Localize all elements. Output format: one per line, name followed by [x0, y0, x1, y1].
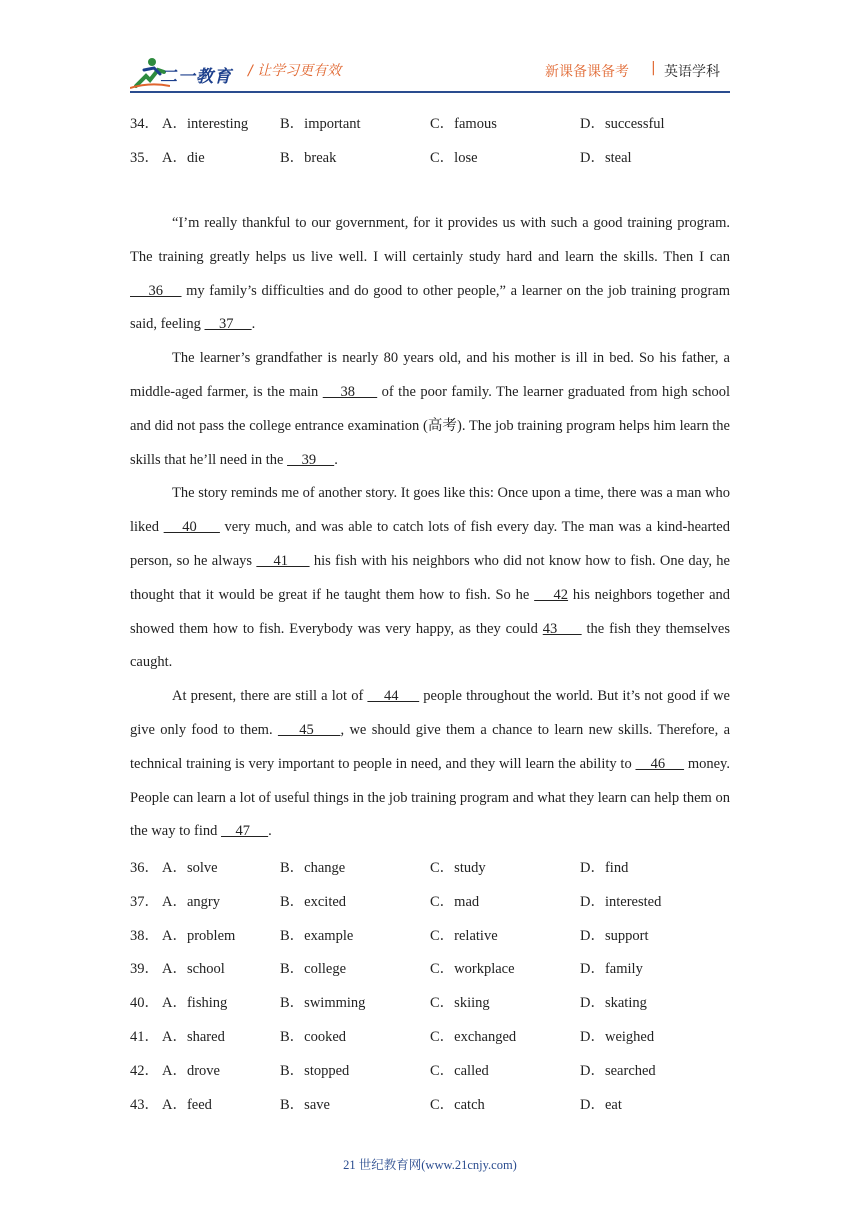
- cloze-passage: [130, 207, 730, 849]
- page-footer: [0, 1155, 860, 1173]
- passage-text: The learner’s grandfather is nearly 80 years old, and his mother is ill in bed. So his father, a middle-aged farmer, is the main: [130, 350, 730, 400]
- option-a: A．school: [162, 961, 225, 978]
- blank-47: 47: [221, 823, 269, 840]
- question-number: 37．: [130, 893, 159, 910]
- option-d: D．eat: [580, 1096, 622, 1113]
- option-d: D．searched: [580, 1062, 656, 1079]
- passage-text: .: [334, 451, 338, 468]
- question-row-41: [130, 1017, 730, 1051]
- option-b: B．important: [280, 116, 361, 132]
- option-c: C．workplace: [430, 961, 515, 978]
- option-a: A．shared: [162, 1028, 225, 1045]
- question-number: 35．: [130, 149, 159, 166]
- question-number: 36．: [130, 860, 159, 876]
- passage-text: people throughout the world. But it’s not good if we give only food to them.: [130, 688, 730, 738]
- question-row-36: [130, 848, 730, 882]
- answer-options: [130, 848, 730, 1118]
- option-b: B．excited: [280, 893, 347, 910]
- question-row-37: [130, 882, 730, 916]
- option-c: C．mad: [430, 893, 480, 910]
- blank-44: 44: [367, 688, 420, 705]
- option-a: A．problem: [162, 927, 236, 944]
- question-row-39: [130, 949, 730, 983]
- passage-text: very much, and was able to catch lots of fish every day. The man was a kind-hearted person, so he always: [130, 519, 730, 569]
- passage-text: .: [268, 823, 272, 840]
- logo-text: 二一教育: [160, 67, 232, 87]
- subject-label: 英语学科: [664, 64, 720, 80]
- option-a: A．die: [162, 149, 205, 166]
- option-b: B．change: [280, 860, 346, 876]
- blank-38: 38: [322, 383, 378, 400]
- question-row-43: [130, 1085, 730, 1119]
- option-b: B．stopped: [280, 1062, 350, 1079]
- option-a: A．drove: [162, 1062, 220, 1079]
- question-row-35: [130, 138, 730, 172]
- question-row-40: [130, 983, 730, 1017]
- passage-text: At present, there are still a lot of: [172, 688, 368, 705]
- option-c: C．called: [430, 1062, 489, 1079]
- question-number: 42．: [130, 1062, 159, 1079]
- option-a: A．fishing: [162, 995, 228, 1012]
- option-c: C．skiing: [430, 995, 490, 1012]
- paragraph-4: [130, 680, 730, 849]
- option-b: B．example: [280, 927, 354, 944]
- passage-text: the fish they themselves caught.: [130, 620, 731, 671]
- blank-42: 42: [534, 586, 569, 603]
- passage-text: money. People can learn a lot of useful things in the job training program and what they learn can help them on the way to find: [130, 755, 730, 840]
- option-d: D．family: [580, 961, 643, 978]
- option-c: C．exchanged: [430, 1028, 517, 1045]
- option-c: C．lose: [430, 149, 478, 166]
- passage-text: The story reminds me of another story. It goes like this: Once upon a time, there was a man who liked: [130, 485, 730, 536]
- passage-text: my family’s difficulties and do good to other people,” a learner on the job training program said, feeling: [130, 282, 731, 333]
- blank-36: 36: [130, 282, 182, 299]
- option-c: C．relative: [430, 927, 498, 944]
- passage-text: his neighbors together and showed them how to fish. Everybody was very happy, as they could: [130, 586, 731, 637]
- slogan: / 让学习更有效: [248, 63, 342, 79]
- question-number: 38．: [130, 927, 159, 944]
- paragraph-1: [130, 207, 730, 342]
- blank-46: 46: [635, 755, 685, 772]
- option-c: C．catch: [430, 1096, 485, 1113]
- logo: [130, 56, 240, 90]
- option-d: D．successful: [580, 116, 665, 132]
- passage-text: , we should give them a chance to learn new skills. Therefore, a technical training is very important to people in need, and they will learn the ability to: [130, 721, 731, 772]
- question-number: 34．: [130, 116, 159, 132]
- option-b: B．swimming: [280, 995, 366, 1012]
- option-b: B．save: [280, 1096, 330, 1113]
- blank-41: 41: [256, 552, 310, 569]
- option-c: C．famous: [430, 116, 497, 132]
- option-a: A．interesting: [162, 116, 249, 132]
- option-b: B．college: [280, 961, 347, 978]
- question-number: 39．: [130, 961, 159, 978]
- blank-45: 45: [277, 721, 341, 738]
- option-d: D．skating: [580, 995, 647, 1012]
- passage-text: .: [251, 316, 256, 333]
- option-d: D．interested: [580, 893, 662, 910]
- blank-43: 43: [542, 620, 582, 637]
- passage-text: his fish with his neighbors who did not know how to fish. One day, he thought that it would be great if he taught them how to fish. So he: [130, 552, 730, 603]
- option-b: B．break: [280, 149, 337, 166]
- option-a: A．solve: [162, 860, 218, 876]
- question-number: 43．: [130, 1096, 159, 1113]
- question-row-42: [130, 1051, 730, 1085]
- header-separator: |: [651, 60, 656, 76]
- option-a: A．angry: [162, 893, 220, 910]
- header-divider: [130, 91, 730, 93]
- page-header: [0, 0, 860, 100]
- blank-40: 40: [163, 519, 220, 536]
- question-number: 40．: [130, 995, 159, 1012]
- paragraph-3: [130, 477, 730, 680]
- option-a: A．feed: [162, 1096, 212, 1113]
- top-questions: [130, 104, 730, 172]
- passage-text: “I’m really thankful to our government, for it provides us with such a good training program. The training greatly helps us live well. I will certainly study hard and learn the skills. Then I can: [130, 215, 730, 265]
- option-d: D．support: [580, 927, 649, 944]
- passage-text: of the poor family. The learner graduated from high school and did not pass the college entrance examination (高考). The job training program helps him learn the skills that he’ll need in the: [130, 383, 731, 468]
- paragraph-2: [130, 342, 730, 477]
- option-d: D．weighed: [580, 1028, 655, 1045]
- option-c: C．study: [430, 860, 486, 876]
- question-row-34: [130, 104, 730, 138]
- blank-39: 39: [287, 451, 335, 468]
- question-row-38: [130, 916, 730, 950]
- option-b: B．cooked: [280, 1028, 347, 1045]
- brand-label: 新课备课备考: [545, 64, 629, 80]
- question-number: 41．: [130, 1028, 159, 1045]
- option-d: D．steal: [580, 149, 632, 166]
- footer-text: 21 世纪教育网(www.21cnjy.com): [343, 1158, 517, 1172]
- blank-37: 37: [204, 316, 252, 333]
- option-d: D．find: [580, 860, 629, 876]
